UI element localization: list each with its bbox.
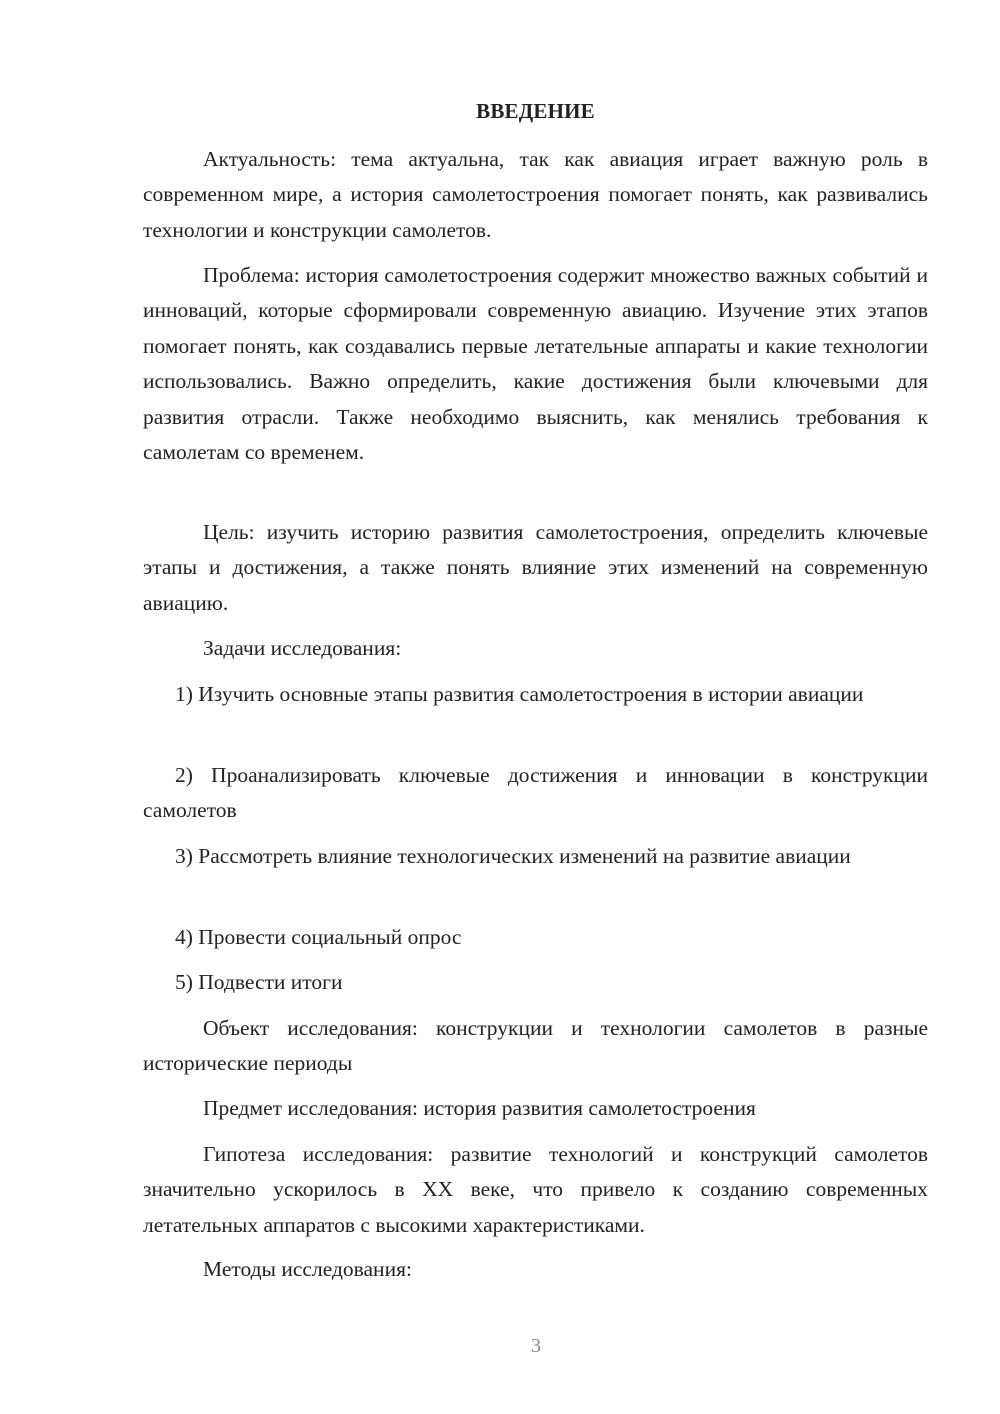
task-item-2: 2) Проанализировать ключевые достижения и инновации в конструкции самолетов [143, 763, 928, 823]
task-item-1: 1) Изучить основные этапы развития самолетостроения в истории авиации [175, 682, 864, 706]
task-item-5: 5) Подвести итоги [175, 970, 343, 994]
subject-paragraph: Предмет исследования: история развития самолетостроения [203, 1096, 756, 1120]
object-paragraph: Объект исследования: конструкции и технологии самолетов в разные исторические периоды [143, 1016, 928, 1076]
relevance-paragraph: Актуальность: тема актуальна, так как авиация играет важную роль в современном мире, а история самолетостроения помогает понять, как развивались технологии и конструкции самолетов. [143, 147, 928, 242]
task-item-3: 3) Рассмотреть влияние технологических изменений на развитие авиации [175, 844, 851, 868]
hypothesis-paragraph: Гипотеза исследования: развитие технологий и конструкций самолетов значительно ускорилось в XX веке, что привело к созданию современных летательных аппаратов с высокими характеристиками. [143, 1142, 928, 1237]
methods-heading: Методы исследования: [203, 1257, 412, 1281]
page-number: 3 [531, 1335, 541, 1357]
tasks-heading: Задачи исследования: [203, 636, 402, 660]
goal-paragraph: Цель: изучить историю развития самолетостроения, определить ключевые этапы и достижения, а также понять влияние этих изменений на современную авиацию. [143, 520, 928, 615]
section-title: ВВЕДЕНИЕ [476, 99, 595, 123]
problem-paragraph: Проблема: история самолетостроения содержит множество важных событий и инноваций, которые сформировали современную авиацию. Изучение этих этапов помогает понять, как создавались первые летательные аппараты и какие технологии использовались. Важно определить, какие достижения были ключевыми для развития отрасли. Также необходимо выяснить, как менялись требования к самолетам со временем. [143, 263, 928, 465]
task-item-4: 4) Провести социальный опрос [175, 925, 462, 949]
